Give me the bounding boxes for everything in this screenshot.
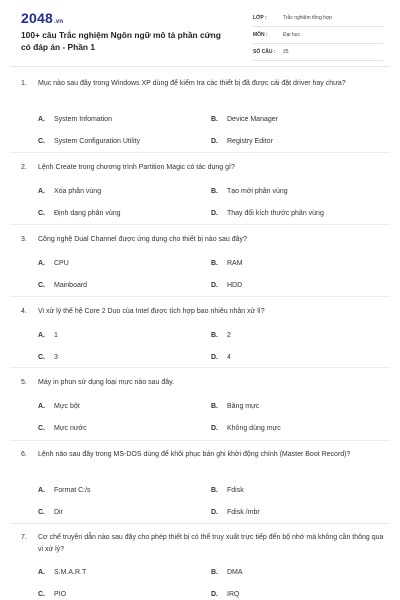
document-title: 100+ câu Trắc nghiệm Ngôn ngữ mô tả phần cứng có đáp án - Phần 1 xyxy=(21,30,221,52)
option-text: RAM xyxy=(227,260,243,267)
option-label: D. xyxy=(211,591,218,598)
option-label: B. xyxy=(211,487,218,494)
option-b[interactable] xyxy=(211,402,259,412)
option-label: B. xyxy=(211,332,218,339)
option-text: 1 xyxy=(54,332,58,339)
question-divider xyxy=(10,523,390,524)
question-text: Cơ chế truyền dẫn nào sau đây cho phép thiết bị có thể truy xuất trực tiếp đến bộ nhớ mà không cần thông qua vi xử lý? xyxy=(38,534,384,553)
question-number: 5. xyxy=(21,379,27,386)
question-divider xyxy=(10,152,390,153)
option-d[interactable] xyxy=(211,424,281,434)
option-text: PIO xyxy=(54,591,67,598)
option-label: D. xyxy=(211,509,218,516)
question-number: 1. xyxy=(21,80,27,87)
option-label: C. xyxy=(38,425,45,432)
question-number: 6. xyxy=(21,451,27,458)
option-a[interactable] xyxy=(38,402,80,412)
meta-value: 25 xyxy=(283,49,289,55)
option-label: C. xyxy=(38,282,45,289)
question-text: Mục nào sau đây trong Windows XP dùng để kiểm tra các thiết bị đã được cài đặt driver hay chưa? xyxy=(38,80,346,87)
option-b[interactable] xyxy=(211,568,243,578)
option-label: C. xyxy=(38,138,45,145)
option-text: DMA xyxy=(227,569,243,576)
question-number: 7. xyxy=(21,534,27,541)
option-c[interactable] xyxy=(38,353,58,363)
option-text: 2 xyxy=(227,332,231,339)
option-label: B. xyxy=(211,403,218,410)
option-label: C. xyxy=(38,210,45,217)
option-text: Fdisk xyxy=(227,487,244,494)
question-divider xyxy=(10,367,390,368)
option-text: Registry Editor xyxy=(227,138,273,145)
meta-value: Trắc nghiệm tổng hợp xyxy=(283,15,332,21)
option-label: A. xyxy=(38,260,45,267)
option-text: Băng mực xyxy=(227,403,260,410)
option-c[interactable] xyxy=(38,209,121,219)
option-label: D. xyxy=(211,138,218,145)
option-label: C. xyxy=(38,591,45,598)
option-d[interactable] xyxy=(211,508,260,518)
option-b[interactable] xyxy=(211,187,288,197)
question-divider xyxy=(10,296,390,297)
option-c[interactable] xyxy=(38,137,140,147)
option-text: Mainboard xyxy=(54,282,88,289)
question-text: Máy in phun sử dụng loại mực nào sau đây. xyxy=(38,379,175,386)
option-text: HDD xyxy=(227,282,243,289)
logo-suffix: .vn xyxy=(53,19,64,25)
option-text: S.M.A.R.T xyxy=(54,569,87,576)
option-label: B. xyxy=(211,569,218,576)
question-number: 4. xyxy=(21,308,27,315)
meta-key: MÔN : xyxy=(253,32,268,38)
option-text: 3 xyxy=(54,354,58,361)
option-label: A. xyxy=(38,569,45,576)
site-logo[interactable] xyxy=(21,10,63,26)
option-label: D. xyxy=(211,210,218,217)
option-text: Xóa phân vùng xyxy=(54,188,102,195)
option-label: A. xyxy=(38,487,45,494)
question-divider xyxy=(10,224,390,225)
option-d[interactable] xyxy=(211,590,239,600)
question-text: Lệnh nào sau đây trong MS-DOS dùng để khôi phục bản ghi khởi động chính (Master Boot Record)? xyxy=(38,451,351,458)
option-label: B. xyxy=(211,116,218,123)
meta-row-count xyxy=(253,46,383,61)
option-a[interactable] xyxy=(38,187,101,197)
option-text: Tạo mới phân vùng xyxy=(227,188,288,195)
option-text: System Configuration Utility xyxy=(54,138,140,145)
option-a[interactable] xyxy=(38,115,112,125)
option-label: D. xyxy=(211,425,218,432)
option-label: A. xyxy=(38,332,45,339)
option-label: A. xyxy=(38,188,45,195)
option-text: System Infomation xyxy=(54,116,112,123)
option-c[interactable] xyxy=(38,424,87,434)
option-text: Fdisk /mbr xyxy=(227,509,260,516)
question-number: 3. xyxy=(21,236,27,243)
option-text: CPU xyxy=(54,260,69,267)
logo-text: 2048 xyxy=(21,10,53,26)
question-text: Vi xử lý thế hệ Core 2 Duo của Intel được tích hợp bao nhiêu nhân xử lí? xyxy=(38,308,265,315)
header-divider xyxy=(10,66,390,67)
option-text: Không dùng mực xyxy=(227,425,281,432)
option-b[interactable] xyxy=(211,259,243,269)
option-d[interactable] xyxy=(211,281,242,291)
option-text: Mực bột xyxy=(54,403,80,410)
option-c[interactable] xyxy=(38,281,87,291)
option-c[interactable] xyxy=(38,590,66,600)
meta-value: Đại học xyxy=(283,32,300,38)
option-text: Thay đổi kích thước phân vùng xyxy=(227,210,324,217)
option-a[interactable] xyxy=(38,568,86,578)
meta-row-subject xyxy=(253,29,383,44)
option-label: C. xyxy=(38,354,45,361)
option-b[interactable] xyxy=(211,486,244,496)
question-text: Công nghệ Dual Channel được ứng dụng cho thiết bị nào sau đây? xyxy=(38,236,247,243)
meta-key: SỐ CÂU : xyxy=(253,49,276,55)
meta-row-class xyxy=(253,12,383,27)
option-c[interactable] xyxy=(38,508,63,518)
option-label: C. xyxy=(38,509,45,516)
option-text: Mực nước xyxy=(54,425,87,432)
option-text: Dir xyxy=(54,509,63,516)
option-label: B. xyxy=(211,260,218,267)
document-header xyxy=(0,0,400,66)
question-text: Lệnh Create trong chương trình Partition Magic có tác dụng gì? xyxy=(38,164,235,171)
option-d[interactable] xyxy=(211,137,273,147)
option-a[interactable] xyxy=(38,259,69,269)
question-divider xyxy=(10,440,390,441)
option-text: Device Manager xyxy=(227,116,278,123)
option-d[interactable] xyxy=(211,353,231,363)
option-b[interactable] xyxy=(211,331,231,341)
option-text: Format C:/s xyxy=(54,487,91,494)
option-a[interactable] xyxy=(38,331,58,341)
option-text: IRQ xyxy=(227,591,240,598)
option-label: B. xyxy=(211,188,218,195)
option-label: A. xyxy=(38,403,45,410)
option-a[interactable] xyxy=(38,486,91,496)
option-label: D. xyxy=(211,282,218,289)
document-meta xyxy=(253,12,383,61)
option-b[interactable] xyxy=(211,115,278,125)
option-label: A. xyxy=(38,116,45,123)
question-number: 2. xyxy=(21,164,27,171)
option-label: D. xyxy=(211,354,218,361)
option-text: 4 xyxy=(227,354,231,361)
option-d[interactable] xyxy=(211,209,324,219)
meta-key: LỚP : xyxy=(253,15,267,21)
option-text: Định dạng phân vùng xyxy=(54,210,121,217)
